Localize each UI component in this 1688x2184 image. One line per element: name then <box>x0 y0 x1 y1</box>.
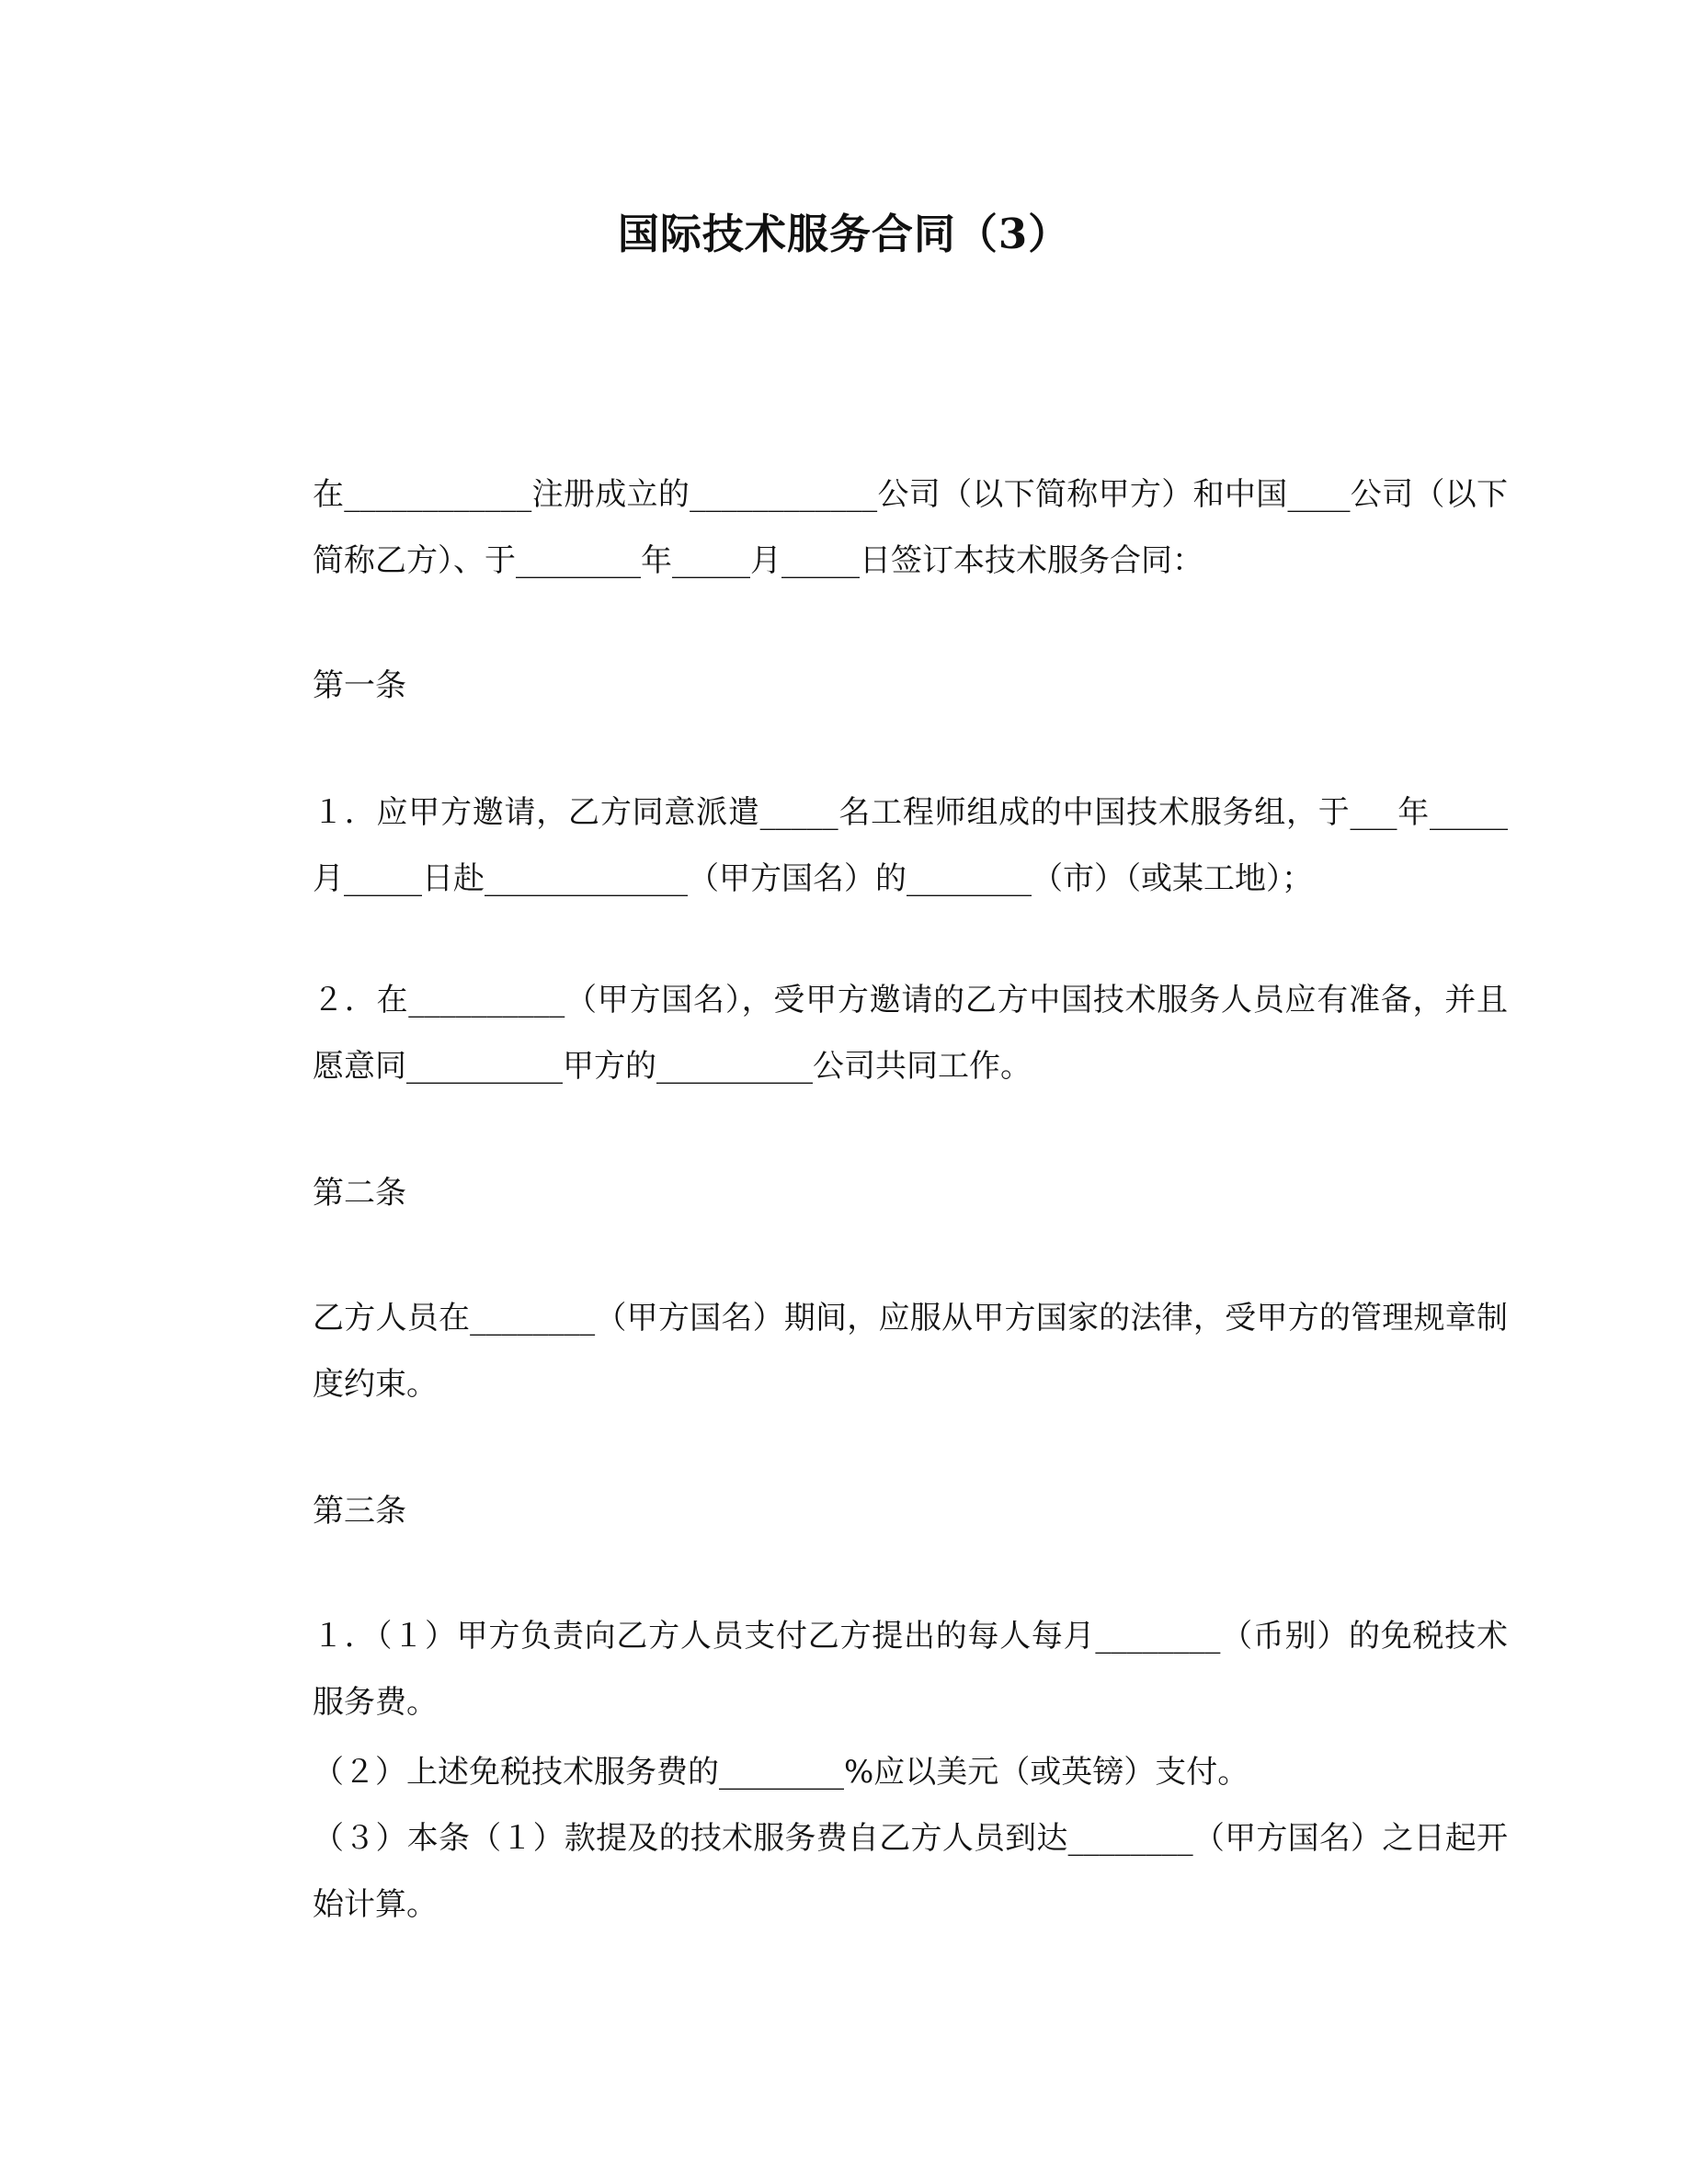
page-title: 国际技术服务合同（3） <box>617 210 1071 258</box>
article-3-clause-1-2: （２）上述免税技术服务费的________%应以美元（或英镑）支付。 <box>313 1754 1249 1791</box>
intro-paragraph: 在____________注册成立的____________公司（以下简称甲方）和中国____公司（以下简称乙方）、于________年_____月_____日签订本技术服务合同： <box>313 476 1508 579</box>
article-1-clause-2: ２．在__________（甲方国名），受甲方邀请的乙方中国技术服务人员应有准备，并且愿意同__________甲方的__________公司共同工作。 <box>313 982 1508 1085</box>
article-3-clause-1-1: １．（１）甲方负责向乙方人员支付乙方提出的每人每月________（币别）的免税技术服务费。 <box>313 1618 1508 1721</box>
article-3-clause-1-3: （３）本条（１）款提及的技术服务费自乙方人员到达________（甲方国名）之日起开始计算。 <box>313 1820 1508 1923</box>
article-1-heading: 第一条 <box>313 667 406 704</box>
article-2-text: 乙方人员在________（甲方国名）期间，应服从甲方国家的法律，受甲方的管理规章制度约束。 <box>313 1300 1508 1403</box>
article-2-heading: 第二条 <box>313 1175 406 1211</box>
article-3-heading: 第三条 <box>313 1493 406 1530</box>
article-1-clause-1: １．应甲方邀请，乙方同意派遣_____名工程师组成的中国技术服务组，于___年_____月_____日赴_____________（甲方国名）的________（市）（或某工地）； <box>313 794 1508 897</box>
